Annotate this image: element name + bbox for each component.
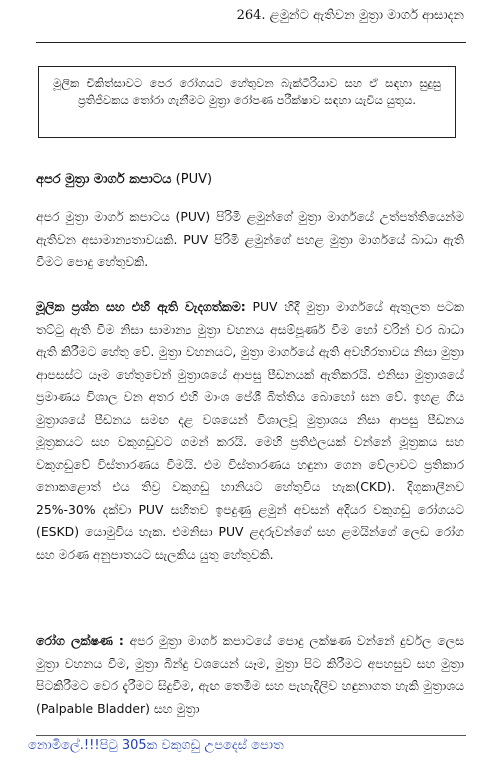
header-divider <box>36 42 466 43</box>
page-title: 264. ළමුන්ට ඇතිවන මුත්‍රා මාර්ග ආසාදන <box>236 8 464 23</box>
paragraph-symptoms-text: අපර මුත්‍රා මාර්ග කපාටයේ පොදු ලක්ෂණ වන්නේ දුර්වල ලෙස මුත්‍රා වහනය වීම, මුත්‍රා බින්දු වශයෙන් යෑම, මුත්‍රා පිට කිරීමට අපහසුව සහ මුත්‍රා පිටකිරීමට වෙර දැරීමට සිදුවීම, ඇඟ තෙමීම සහ පැහැදිලිව හඳුනාගත හැකි මුත්‍රාශය (Palpable Bladder) සහ මුත්‍රා <box>36 633 464 716</box>
paragraph-significance-text: PUV හිදී මුත්‍රා මාර්ගයේ ඇතුලත පටක තට්ටු ඇති වීම නිසා සාමාන්‍ය මුත්‍රා වහනය අසම්පූර්ණ වීම හෝ වරින් වර බාධා ඇති කිරීමට හේතු වේ. මුත්‍රා වහනයට, මුත්‍රා මාර්ගයේ ඇති අවහිරතාවය නිසා මුත්‍රා ආපසස්ට යෑම හේතුවෙන් මුත්‍රාශයේ ආපසු පීඩනයක් ඇතිකරයි. එනිසා මුත්‍රාශයේ ප්‍රමාණය විශාල වන අතර එහි මාංශ පේශී බිත්තිය බොහෝ ඝන වේ. ඉහළ ගිය මුත්‍රාශයේ පීඩනය සමඟ දළ වශයෙන් විශාලවූ මුත්‍රාශය නිසා ආපසු පීඩනය මූත්‍රකයට සහ වකුගඩුවට ගමන් කරයි. මෙහි ප්‍රතිඵලයක් වන්නේ මූත්‍රකය සහ වකුගඩුවේ විස්තාරණය වීමයි. එම විස්තාරණය හඳුනා ගෙන වේලාවට ප්‍රතිකාර නොකළොත් එය තිව්‍ර වකුගඩු හානියට හේතුවිය හැක(CKD). දිගුකාලීනව 25%-30% දක්වා PUV සහිතව ඉපදුණු ළමුන් අවසන් අදියර වකුගඩු රෝගයට (ESKD) යොමුවිය හැක. එමනිසා PUV ළදරුවන්ගේ සහ ළමයින්ගේ ලෙඩ රෝග සහ මරණ අනුපාතයට සැලකිය යුතු හේතුවකි. <box>36 299 464 562</box>
note-text: මූලික චිකිත්සාවට පෙර රෝගයට හේතුවන බැක්ටීරියාව සහ ඒ සඳහා සුදුසු ප්‍රතිජීවකය තෝරා ගැනීමට මුත්‍රා රෝපණ පරීක්ෂාව සඳහා යැවිය යුතුය. <box>53 76 441 107</box>
page-header <box>0 8 500 23</box>
paragraph-significance <box>36 296 464 566</box>
section-title-bold: අපර මුත්‍රා මාර්ග කපාටය <box>36 172 172 187</box>
paragraph-symptoms <box>36 630 464 720</box>
page-footer <box>28 738 284 753</box>
footer-text: නොමිලේ.!!!පිටු 305ක වකුගඩු උපදෙස් පොත <box>28 738 284 753</box>
section-heading <box>36 172 212 187</box>
paragraph-symptoms-lead: රෝග ලක්ෂණ : <box>36 633 124 648</box>
paragraph-significance-lead: මූලික ප්‍රශ්න සහ එහි ඇති වැදගත්කම: <box>36 299 246 314</box>
section-title-abbr: (PUV) <box>171 172 213 187</box>
note-box <box>38 66 456 138</box>
paragraph-intro <box>36 206 464 274</box>
paragraph-intro-text: අපර මුත්‍රා මාර්ග කපාටය (PUV) පිරිමි ළමුන්ගේ මුත්‍රා මාර්ගයේ උත්පත්තියෙන්ම ඇතිවන අසාමාන්‍යතාවයකි. PUV පිරිමි ළමුන්ගේ පහළ මුත්‍රා මාර්ගයේ බාධා ඇති වීමට පොදු හේතුවකි. <box>36 209 464 269</box>
footer-divider <box>36 735 466 736</box>
